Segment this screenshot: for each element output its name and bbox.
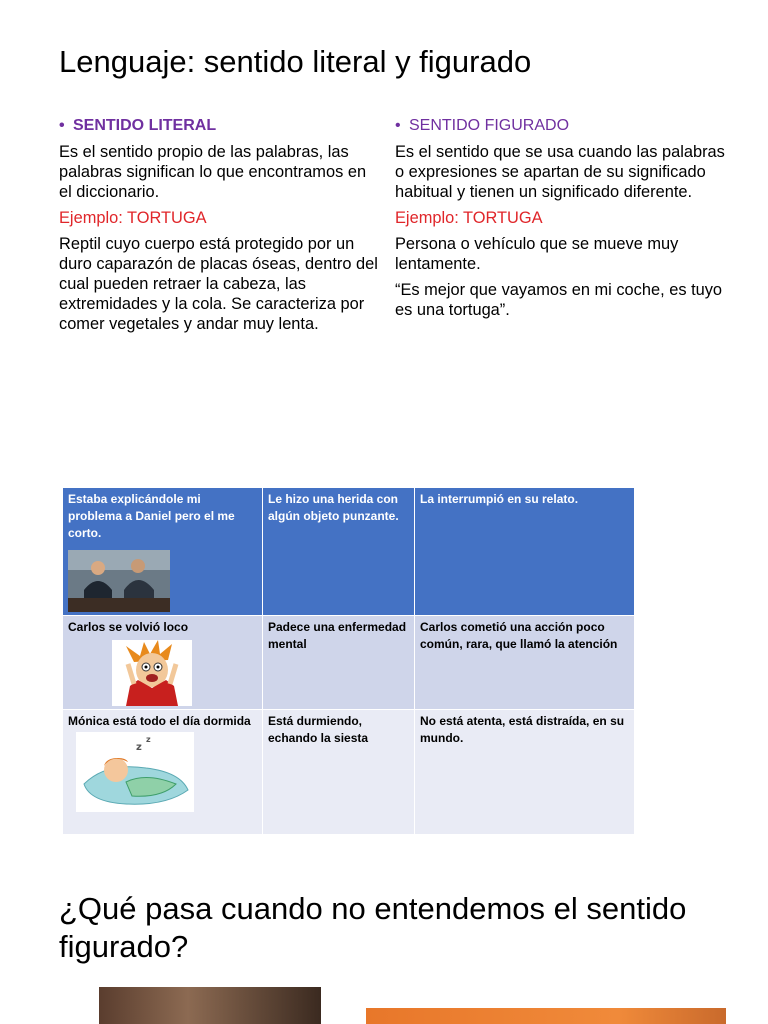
table-cell <box>263 710 415 835</box>
table-row <box>63 710 635 835</box>
literal-heading-text: SENTIDO LITERAL <box>73 117 217 134</box>
table-cell <box>263 488 415 616</box>
cell-text: Le hizo una herida con algún objeto punzante. <box>268 492 399 523</box>
table-cell <box>415 616 635 710</box>
literal-definition: Es el sentido propio de las palabras, las palabras significan lo que encontramos en el diccionario. <box>59 143 367 201</box>
business-meeting-photo <box>68 550 170 612</box>
table-cell <box>415 488 635 616</box>
table-cell <box>63 616 263 710</box>
cell-text: Está durmiendo, echando la siesta <box>268 714 369 745</box>
figurative-heading <box>395 116 725 136</box>
cell-text: Padece una enfermedad mental <box>268 620 407 651</box>
figurative-column <box>395 116 725 326</box>
examples-table <box>62 487 635 835</box>
bullet: • <box>59 117 65 134</box>
table-row <box>63 488 635 616</box>
table-cell <box>63 488 263 616</box>
cell-text: Estaba explicándole mi problema a Daniel pero el me corto. <box>68 492 235 540</box>
figurative-example-label: Ejemplo: TORTUGA <box>395 209 543 227</box>
question-heading: ¿Qué pasa cuando no entendemos el sentido figurado? <box>59 891 687 964</box>
table-row <box>63 616 635 710</box>
literal-example-text: Reptil cuyo cuerpo está protegido por un duro caparazón de placas óseas, dentro del cual pueden retraer la cabeza, las extremidades y la cola. Se caracteriza por comer vegetales y andar muy lenta. <box>59 235 378 333</box>
crazy-man-cartoon <box>112 640 192 706</box>
literal-heading <box>59 116 379 136</box>
figurative-heading-text: SENTIDO FIGURADO <box>409 117 570 134</box>
literal-column <box>59 116 379 340</box>
figurative-example-text: Persona o vehículo que se mueve muy lentamente. <box>395 235 679 273</box>
table-cell <box>63 710 263 835</box>
table-cell <box>263 616 415 710</box>
bottom-photo-left <box>99 987 321 1024</box>
table-cell <box>415 710 635 835</box>
svg-text:z: z <box>136 742 142 753</box>
cell-text: Mónica está todo el día dormida <box>68 714 251 728</box>
page-title: Lenguaje: sentido literal y figurado <box>59 44 532 79</box>
figurative-quote: “Es mejor que vayamos en mi coche, es tuyo es una tortuga”. <box>395 281 723 319</box>
bullet: • <box>395 117 401 134</box>
cell-text: Carlos cometió una acción poco común, rara, que llamó la atención <box>420 620 618 651</box>
cell-text: Carlos se volvió loco <box>68 620 189 634</box>
cell-text: La interrumpió en su relato. <box>420 492 579 506</box>
figurative-definition: Es el sentido que se usa cuando las palabras o expresiones se apartan de su significado habitual y tienen un significado diferente. <box>395 143 725 201</box>
cell-text: No está atenta, está distraída, en su mundo. <box>420 714 625 745</box>
sleeping-girl-cartoon <box>76 732 194 812</box>
svg-text:z: z <box>146 735 151 744</box>
literal-example-label: Ejemplo: TORTUGA <box>59 209 207 227</box>
bottom-photo-right <box>366 1008 726 1024</box>
